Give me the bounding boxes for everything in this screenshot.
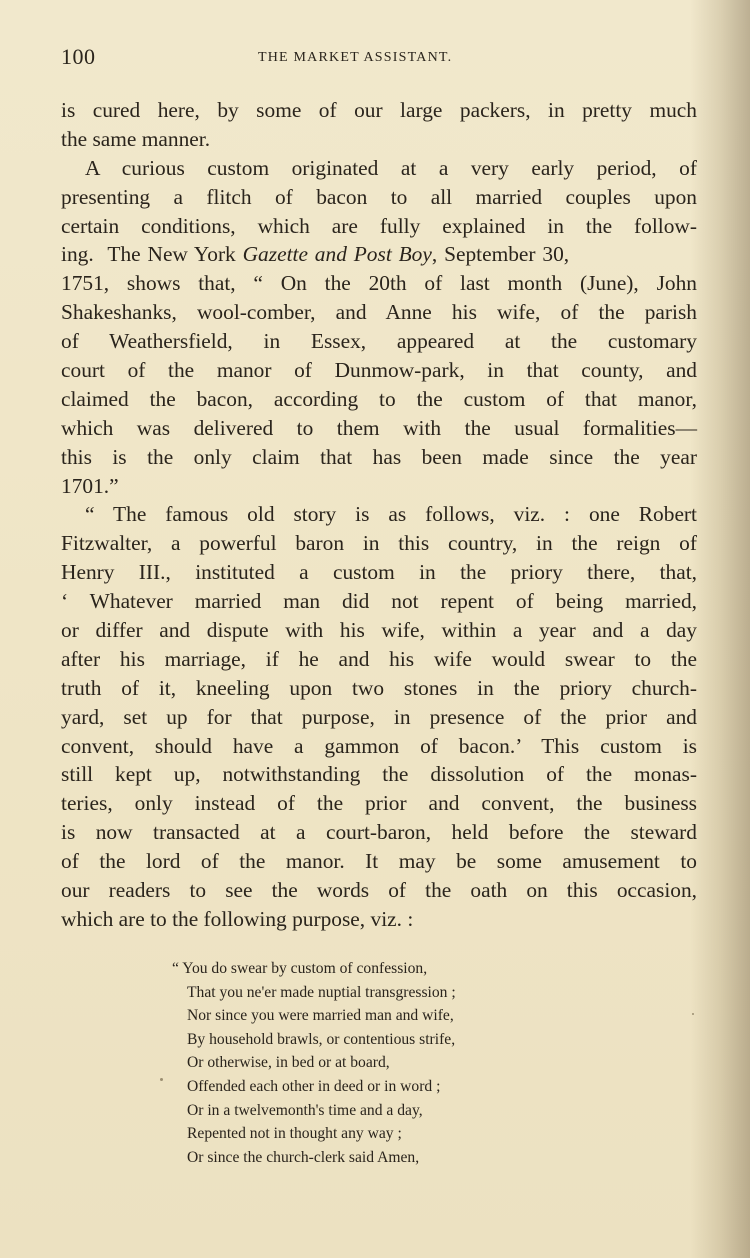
text-line: is cured here, by some of our large packers, in pretty much bbox=[61, 98, 697, 122]
text-fragment: The New York bbox=[107, 242, 243, 267]
text-line: which are to the following purpose, viz. : bbox=[61, 906, 414, 931]
verse-line: Nor since you were married man and wife, bbox=[187, 1007, 454, 1025]
text-line: yard, set up for that purpose, in presence of the prior and bbox=[61, 704, 697, 729]
text-line: teries, only instead of the prior and convent, the business bbox=[61, 791, 697, 816]
text-line: certain conditions, which are fully explained in the follow- bbox=[61, 213, 697, 238]
text-line: or differ and dispute with his wife, within a year and a day bbox=[61, 618, 697, 643]
verse-line: “ You do swear by custom of confession, bbox=[172, 960, 428, 977]
text-line: the same manner. bbox=[61, 126, 211, 151]
text-line: “ The famous old story is as follows, viz. : one Robert bbox=[85, 502, 697, 527]
text-line: still kept up, notwithstanding the dissolution of the monas- bbox=[61, 762, 697, 787]
text-line: this is the only claim that has been made since the year bbox=[61, 444, 697, 469]
text-line: of the lord of the manor. It may be some amusement to bbox=[61, 849, 697, 874]
text-line: Shakeshanks, wool-comber, and Anne his wife, of the parish bbox=[61, 300, 697, 325]
text-line: our readers to see the words of the oath on this occasion, bbox=[61, 878, 697, 903]
running-title: THE MARKET ASSISTANT. bbox=[258, 50, 453, 65]
newspaper-title: Gazette and Post Boy bbox=[242, 242, 432, 267]
verse-line: Offended each other in deed or in word ; bbox=[187, 1077, 441, 1095]
verse-block bbox=[172, 957, 592, 1169]
text-line: 1701.” bbox=[61, 473, 119, 498]
text-fragment: ing. bbox=[61, 242, 94, 267]
verse-line: By household brawls, or contentious strife, bbox=[187, 1030, 456, 1048]
verse-line: Or otherwise, in bed or at board, bbox=[187, 1054, 390, 1072]
text-fragment: , September 30, bbox=[431, 242, 570, 267]
text-line: convent, should have a gammon of bacon.’ This custom is bbox=[61, 733, 697, 758]
text-line: after his marriage, if he and his wife would swear to the bbox=[61, 646, 697, 671]
page-number: 100 bbox=[61, 44, 96, 69]
text-line: claimed the bacon, according to the custom of that manor, bbox=[61, 386, 697, 411]
verse-line: Or in a twelvemonth's time and a day, bbox=[187, 1101, 423, 1119]
text-line: is now transacted at a court-baron, held before the steward bbox=[61, 820, 697, 845]
text-line: presenting a flitch of bacon to all married couples upon bbox=[61, 184, 697, 209]
verse-line: That you ne'er made nuptial transgression ; bbox=[187, 983, 456, 1001]
text-line: A curious custom originated at a very early period, of bbox=[85, 155, 697, 180]
text-line: court of the manor of Dunmow-park, in that county, and bbox=[61, 358, 697, 383]
text-line: which was delivered to them with the usual formalities— bbox=[61, 415, 697, 440]
text-line: ‘ Whatever married man did not repent of being married, bbox=[61, 589, 697, 614]
verse-line: Repented not in thought any way ; bbox=[187, 1125, 402, 1143]
paper-speck bbox=[160, 1078, 163, 1081]
paper-speck bbox=[692, 1013, 694, 1015]
body-text bbox=[61, 96, 697, 934]
text-line: truth of it, kneeling upon two stones in the priory church- bbox=[61, 675, 697, 700]
text-line: Fitzwalter, a powerful baron in this country, in the reign of bbox=[61, 531, 697, 556]
text-line: 1751, shows that, “ On the 20th of last month (June), John bbox=[61, 271, 697, 296]
verse-line: Or since the church-clerk said Amen, bbox=[187, 1148, 420, 1166]
text-line: Henry III., instituted a custom in the priory there, that, bbox=[61, 560, 697, 585]
page-header bbox=[61, 44, 697, 74]
text-line: of Weathersfield, in Essex, appeared at the customary bbox=[61, 329, 697, 354]
text-line-with-italic bbox=[61, 240, 697, 269]
